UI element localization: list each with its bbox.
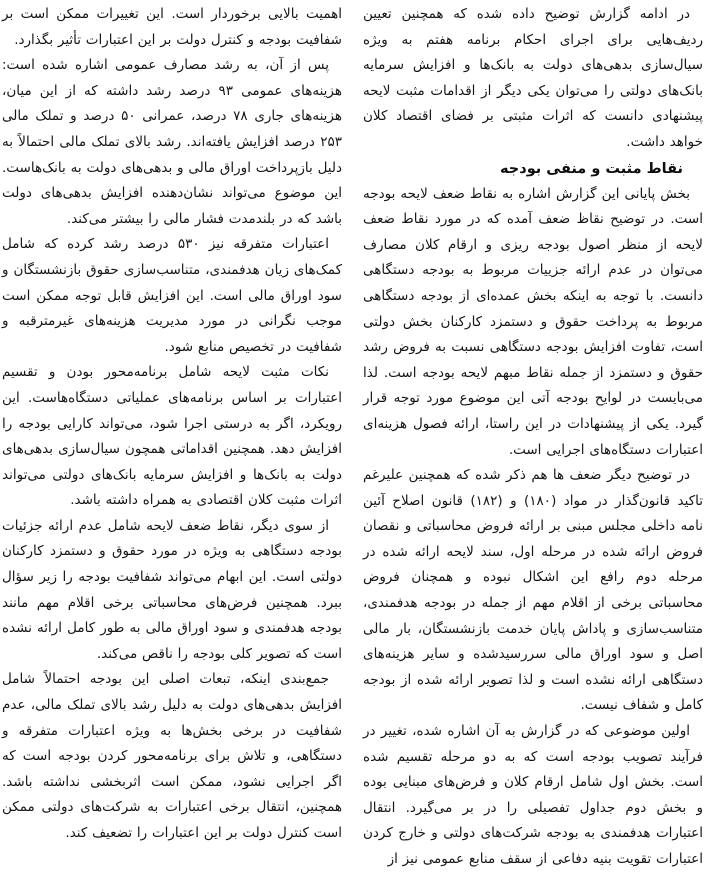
article-paragraph-continuation: اهمیت بالایی برخوردار است. این تغییرات ممکن است بر شفافیت بودجه و کنترل دولت بر این اعتبارات تأثیر بگذارد.	[2, 6, 342, 48]
article-paragraph: اعتبارات متفرقه نیز ۵۳۰ درصد رشد کرده که شامل کمک‌های زیان هدفمندی، متناسب‌سازی حقوق بازنشستگان و سود اوراق مالی است. این افزایش قابل توجه ممکن است موجب نگرانی در مورد مدیریت هزینه‌های غیرمترقبه و شفافیت در تخصیص منابع شود.	[2, 236, 342, 355]
article-paragraph: نکات مثبت لایحه شامل برنامه‌محور بودن و تقسیم اعتبارات بر اساس برنامه‌های عملیاتی دستگاه‌هاست. این رویکرد، اگر به درستی اجرا شود، می‌تواند کارایی بودجه را افزایش دهد. همچنین اقداماتی همچون سیال‌سازی بدهی‌های دولت به بانک‌ها و افزایش سرمایه بانک‌های دولتی می‌تواند اثرات مثبت کلان اقتصادی به همراه داشته باشد.	[2, 364, 342, 509]
article-paragraph: اولین موضوعی که در گزارش به آن اشاره شده، تغییر در فرآیند تصویب بودجه است که به دو مرحله تقسیم شده است. بخش اول شامل ارقام کلان و فرض‌های مبنایی بوده و بخش دوم جداول تفصیلی را در بر می‌گیرد. انتقال اعتبارات هدفمندی به بودجه شرکت‌های دولتی و خارج کردن اعتبارات تقویت بنیه دفاعی از سقف منابع عمومی نیز از	[363, 723, 703, 867]
article-paragraph: بخش پایانی این گزارش اشاره به نقاط ضعف لایحه بودجه است. در توضیح نقاظ ضعف آمده که در مورد نقاط ضعف لایحه از منظر اصول بودجه ریزی و ارقام کلان مصارف می‌توان در عدم ارائه جزییات مربوط به بودجه دستگاهی دانست. با توجه به اینکه بخش عمده‌ای از بودجه دستگاهی مربوط به پرداخت حقوق و دستمزد کارکنان بخش دولتی است، تفاوت افزایش بودجه دستگاهی نسبت به فروض رشد حقوق و دستمزد از جمله نقاط مبهم لایحه بودجه است. لذا می‌بایست در لوایح بودجه آتی این موضوع مورد توجه قرار گیرد. یکی از پیشنهادات در این راستا، ارائه فصول هزینه‌ای اعتبارات دستگاه‌های اجرایی است.	[363, 185, 703, 458]
article-paragraph: پس از آن، به رشد مصارف عمومی اشاره شده است: هزینه‌های عمومی ۹۳ درصد رشد داشته که از این میان، هزینه‌های جاری ۷۸ درصد، عمرانی ۵۰ درصد و تملک مالی ۲۵۳ درصد افزایش یافته‌اند. رشد بالای تملک مالی احتمالاً به دلیل بازپرداخت اوراق مالی و بدهی‌های دولت به بانک‌هاست. این موضوع می‌تواند نشان‌دهنده افزایش بدهی‌های دولت باشد که در بلندمدت فشار مالی را بیشتر می‌کند.	[2, 57, 342, 227]
section-heading: نقاط مثبت و منفی بودجه	[500, 160, 683, 177]
article-column-right	[363, 2, 703, 894]
article-column-left	[2, 2, 342, 894]
article-paragraph: در ادامه گزارش توضیح داده شده که همچنین تعیین ردیف‌هایی برای اجرای احکام برنامه هفتم به ویژه سیال‌سازی بدهی‌های دولت به بانک‌ها و افزایش سرمایه بانک‌های دولتی را می‌توان یکی دیگر از اقدامات مثبت لایحه پیشنهادی دانست که اثرات مثبتی بر فضای اقتصاد کلان خواهد داشت.	[363, 6, 703, 150]
article-paragraph: از سوی دیگر، نقاط ضعف لایحه شامل عدم ارائه جزئیات بودجه دستگاهی به ویژه در مورد حقوق و دستمزد کارکنان دولتی است. این ابهام می‌تواند شفافیت بودجه را زیر سؤال ببرد. همچنین فرض‌های محاسباتی برخی اقلام مهم مانند بودجه هدفمندی و سود اوراق مالی به طور کامل ارائه نشده است که تصویر کلی بودجه را ناقص می‌کند.	[2, 517, 342, 662]
article-paragraph: در توضیح دیگر ضعف ها هم ذکر شده که همچنین علیرغم تاکید قانون‌گذار در مواد (۱۸۰) و (۱۸۲) قانون اصلاح آئین نامه داخلی مجلس مبنی بر ارائه فروض محاسباتی و نقصان فروض ارائه شده در مرحله اول، سند لایحه ارائه شده در مرحله دوم رافع این اشکال نبوده و همچنان فروض محاسباتی برخی از اقلام مهم از جمله در بودجه هدفمندی، متناسب‌سازی و پاداش پایان خدمت بازنشستگان، بار مالی اصل و سود اوراق مالی سررسیدشده و سایر هزینه‌های دستگاهی ارائه نشده است و لذا تصویر ارائه شده از بودجه کامل و شفاف نیست.	[363, 467, 703, 714]
article-paragraph: جمع‌بندی اینکه، تبعات اصلی این بودجه احتمالاً شامل افزایش بدهی‌های دولت به دلیل رشد بالای تملک مالی، عدم شفافیت در برخی بخش‌ها به ویژه اعتبارات متفرقه و دستگاهی، و تلاش برای برنامه‌محور کردن بودجه است که اگر اجرایی نشود، ممکن است اثربخشی نداشته باشد. همچنین، انتقال برخی اعتبارات به شرکت‌های دولتی ممکن است کنترل دولت بر این اعتبارات را تضعیف کند.	[2, 671, 342, 841]
